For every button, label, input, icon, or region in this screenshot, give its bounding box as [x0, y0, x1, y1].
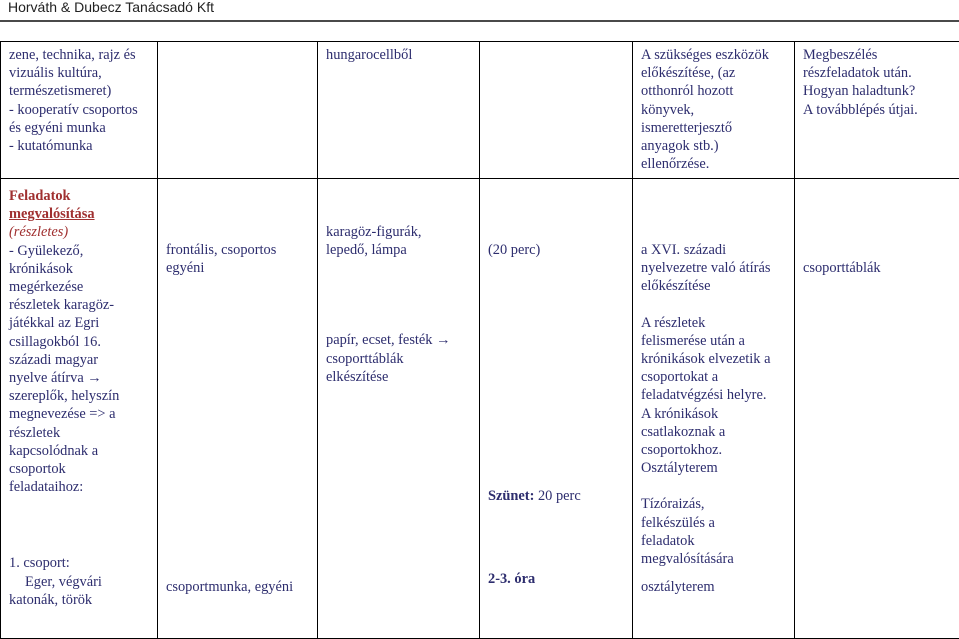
row1-col3-cell: hungarocellből [318, 42, 480, 179]
header-divider [0, 20, 959, 22]
row1-col1-cell: zene, technika, rajz és vizuális kultúra, természetismeret) - kooperatív csoportos és egyéni munka - kutatómunka [1, 42, 158, 179]
row1-col5-cell: A szükséges eszközök előkészítése, (az otthonról hozott könyvek, ismeretterjesztő anyagok stb.) ellenőrzése. [633, 42, 795, 179]
table-row [1, 42, 959, 179]
company-name: Horváth & Dubecz Tanácsadó Kft [8, 0, 214, 15]
lesson-plan-table [0, 41, 959, 639]
row2-col6-cell: csoporttáblák [795, 179, 959, 639]
group-label: 1. csoport: [9, 554, 150, 572]
section-title: Feladatok [9, 187, 150, 205]
section-subtitle: (részletes) [9, 223, 150, 241]
row1-col4-cell [480, 42, 633, 179]
table-row [1, 179, 959, 639]
row2-col1-cell: Feladatok megvalósítása (részletes) - Gyülekező, krónikások megérkezése részletek karagöz- játékkal az Egri csillagokból 16. századi magyar nyelve átírva → szereplők, helyszín megnevezése => a részletek kapcsolódnak a csoportok feladataihoz: 1. csoport: Eger, végvári katonák, török [1, 179, 158, 639]
row1-col2-cell [158, 42, 318, 179]
lesson-hours: 2-3. óra [488, 570, 625, 588]
duration-label: (20 perc) [488, 241, 625, 259]
row2-col2-cell: frontális, csoportos egyéni csoportmunka, egyéni [158, 179, 318, 639]
section-title-2: megvalósítása [9, 205, 150, 223]
row1-col6-cell: Megbeszélés részfeladatok után. Hogyan haladtunk? A továbblépés útjai. [795, 42, 959, 179]
row2-col4-cell [480, 179, 633, 639]
row2-col3-cell: karagöz-figurák, lepedő, lámpa papír, ecset, festék → csoporttáblák elkészítése [318, 179, 480, 639]
row2-col5-cell: a XVI. századi nyelvezetre való átírás előkészítése A részletek felismerése után a krónikások elvezetik a csoportokat a feladatvégzési helyre. A krónikások csatlakoznak a csoportokhoz. Osztályterem Tízóraizás, felkészülés a feladatok megvalósítására osztályterem [633, 179, 795, 639]
break-label: Szünet: 20 perc [488, 487, 625, 505]
